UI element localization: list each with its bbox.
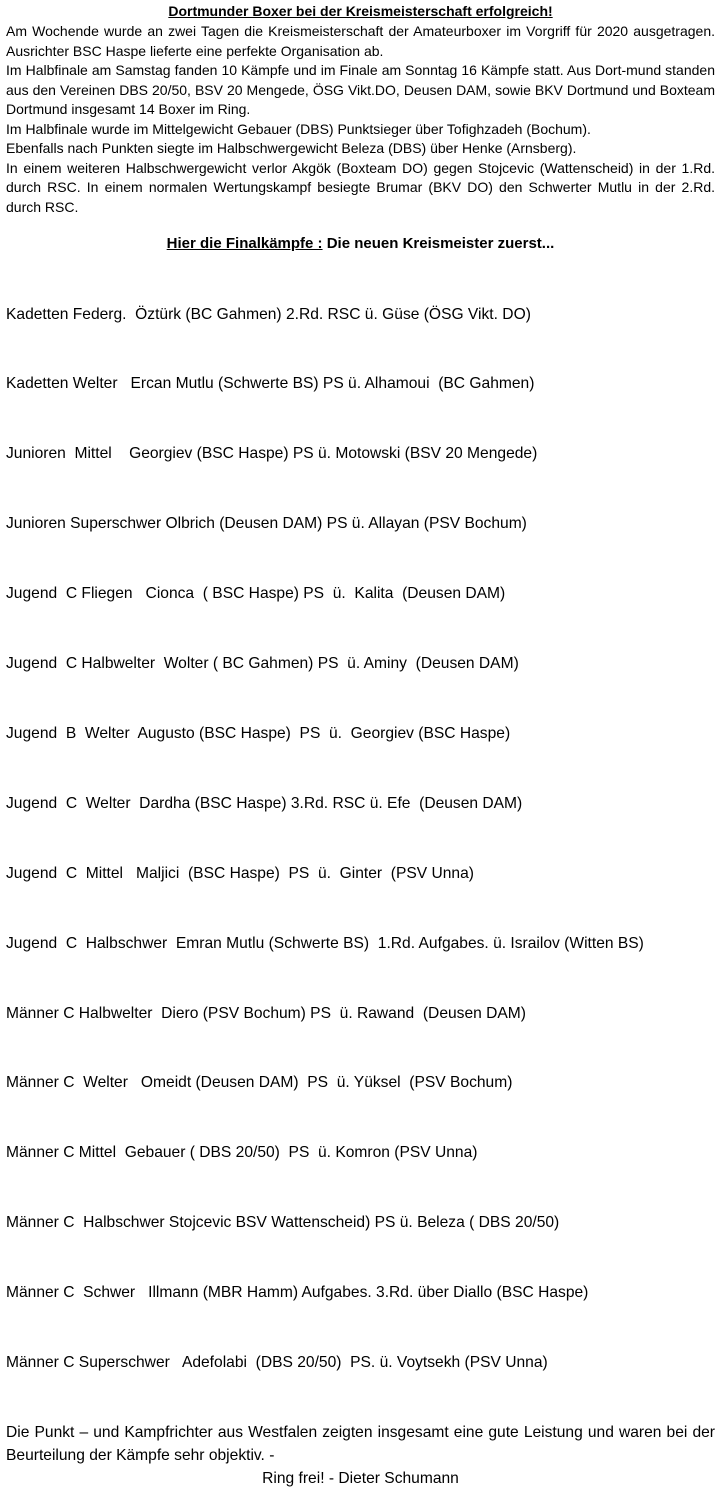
signature: Ring frei! - Dieter Schumann bbox=[262, 1470, 459, 1488]
finals-heading bbox=[6, 233, 715, 255]
result-line: Männer C Halbschwer Stojcevic BSV Wattenscheid) PS ü. Beleza ( DBS 20/50) bbox=[6, 1214, 560, 1232]
result-line: Männer C Halbwelter Diero (PSV Bochum) PS ü. Rawand (Deusen DAM) bbox=[6, 1004, 526, 1022]
intro-paragraph: Im Halbfinale wurde im Mittelgewicht Gebauer (DBS) Punktsieger über Tofighzadeh (Bochum). bbox=[6, 120, 591, 137]
results-list bbox=[6, 256, 715, 1421]
result-line: Kadetten Federg. Öztürk (BC Gahmen) 2.Rd. RSC ü. Güse (ÖSG Vikt. DO) bbox=[6, 305, 531, 323]
result-line: Kadetten Welter Ercan Mutlu (Schwerte BS) PS ü. Alhamoui (BC Gahmen) bbox=[6, 375, 535, 393]
result-line: Jugend C Halbschwer Emran Mutlu (Schwerte BS) 1.Rd. Aufgabes. ü. Israilov (Witten BS) bbox=[6, 934, 644, 952]
finals-heading-label: Hier die Finalkämpfe : bbox=[166, 235, 323, 252]
result-line: Jugend C Fliegen Cionca ( BSC Haspe) PS ü. Kalita (Deusen DAM) bbox=[6, 585, 506, 603]
result-line: Jugend C Welter Dardha (BSC Haspe) 3.Rd. RSC ü. Efe (Deusen DAM) bbox=[6, 794, 523, 812]
finals-heading-subtitle: Die neuen Kreismeister zuerst... bbox=[322, 235, 555, 252]
intro-paragraph: Ebenfalls nach Punkten siegte im Halbschwergewicht Beleza (DBS) über Henke (Arnsberg). bbox=[6, 140, 577, 156]
result-line: Junioren Superschwer Olbrich (Deusen DAM) PS ü. Allayan (PSV Bochum) bbox=[6, 515, 527, 533]
result-line: Männer C Mittel Gebauer ( DBS 20/50) PS ü. Komron (PSV Unna) bbox=[6, 1144, 478, 1162]
intro-text bbox=[6, 22, 715, 217]
result-line: Jugend C Halbwelter Wolter ( BC Gahmen) PS ü. Aminy (Deusen DAM) bbox=[6, 655, 519, 673]
intro-paragraph: Am Wochende wurde an zwei Tagen die Kreismeisterschaft der Amateurboxer im Vorgriff für 2020 ausgetragen. Ausrichter BSC Haspe lieferte eine perfekte Organisation ab. bbox=[6, 23, 715, 59]
closing-text: Die Punkt – und Kampfrichter aus Westfalen zeigten insgesamt eine gute Leistung und waren bei der Beurteilung der Kämpfe sehr objektiv. - bbox=[6, 1423, 715, 1465]
article-title: Dortmunder Boxer bei der Kreismeisterschaft erfolgreich! bbox=[168, 3, 553, 19]
result-line: Jugend C Mittel Maljici (BSC Haspe) PS ü. Ginter (PSV Unna) bbox=[6, 864, 474, 882]
result-line: Jugend B Welter Augusto (BSC Haspe) PS ü. Georgiev (BSC Haspe) bbox=[6, 724, 511, 742]
result-line: Junioren Mittel Georgiev (BSC Haspe) PS ü. Motowski (BSV 20 Mengede) bbox=[6, 445, 538, 463]
result-line: Männer C Superschwer Adefolabi (DBS 20/50) PS. ü. Voytsekh (PSV Unna) bbox=[6, 1353, 548, 1371]
intro-paragraph: In einem weiteren Halbschwergewicht verlor Akgök (Boxteam DO) gegen Stojcevic (Wattenscheid) in der 1.Rd. durch RSC. In einem normalen Wertungskampf besiegte Brumar (BKV DO) den Schwerter Mutlu in der 2.Rd. durch RSC. bbox=[6, 159, 715, 215]
result-line: Männer C Welter Omeidt (Deusen DAM) PS ü. Yüksel (PSV Bochum) bbox=[6, 1074, 513, 1092]
intro-paragraph: Im Halbfinale am Samstag fanden 10 Kämpfe und im Finale am Sonntag 16 Kämpfe statt. Aus Dort-mund standen aus den Vereinen DBS 20/50, BSV 20 Mengede, ÖSG Vikt.DO, Deusen DAM, sowie BKV Dortmund und Boxteam Dortmund insgesamt 14 Boxer im Ring. bbox=[6, 62, 715, 117]
result-line: Männer C Schwer Illmann (MBR Hamm) Aufgabes. 3.Rd. über Diallo (BSC Haspe) bbox=[6, 1284, 589, 1302]
